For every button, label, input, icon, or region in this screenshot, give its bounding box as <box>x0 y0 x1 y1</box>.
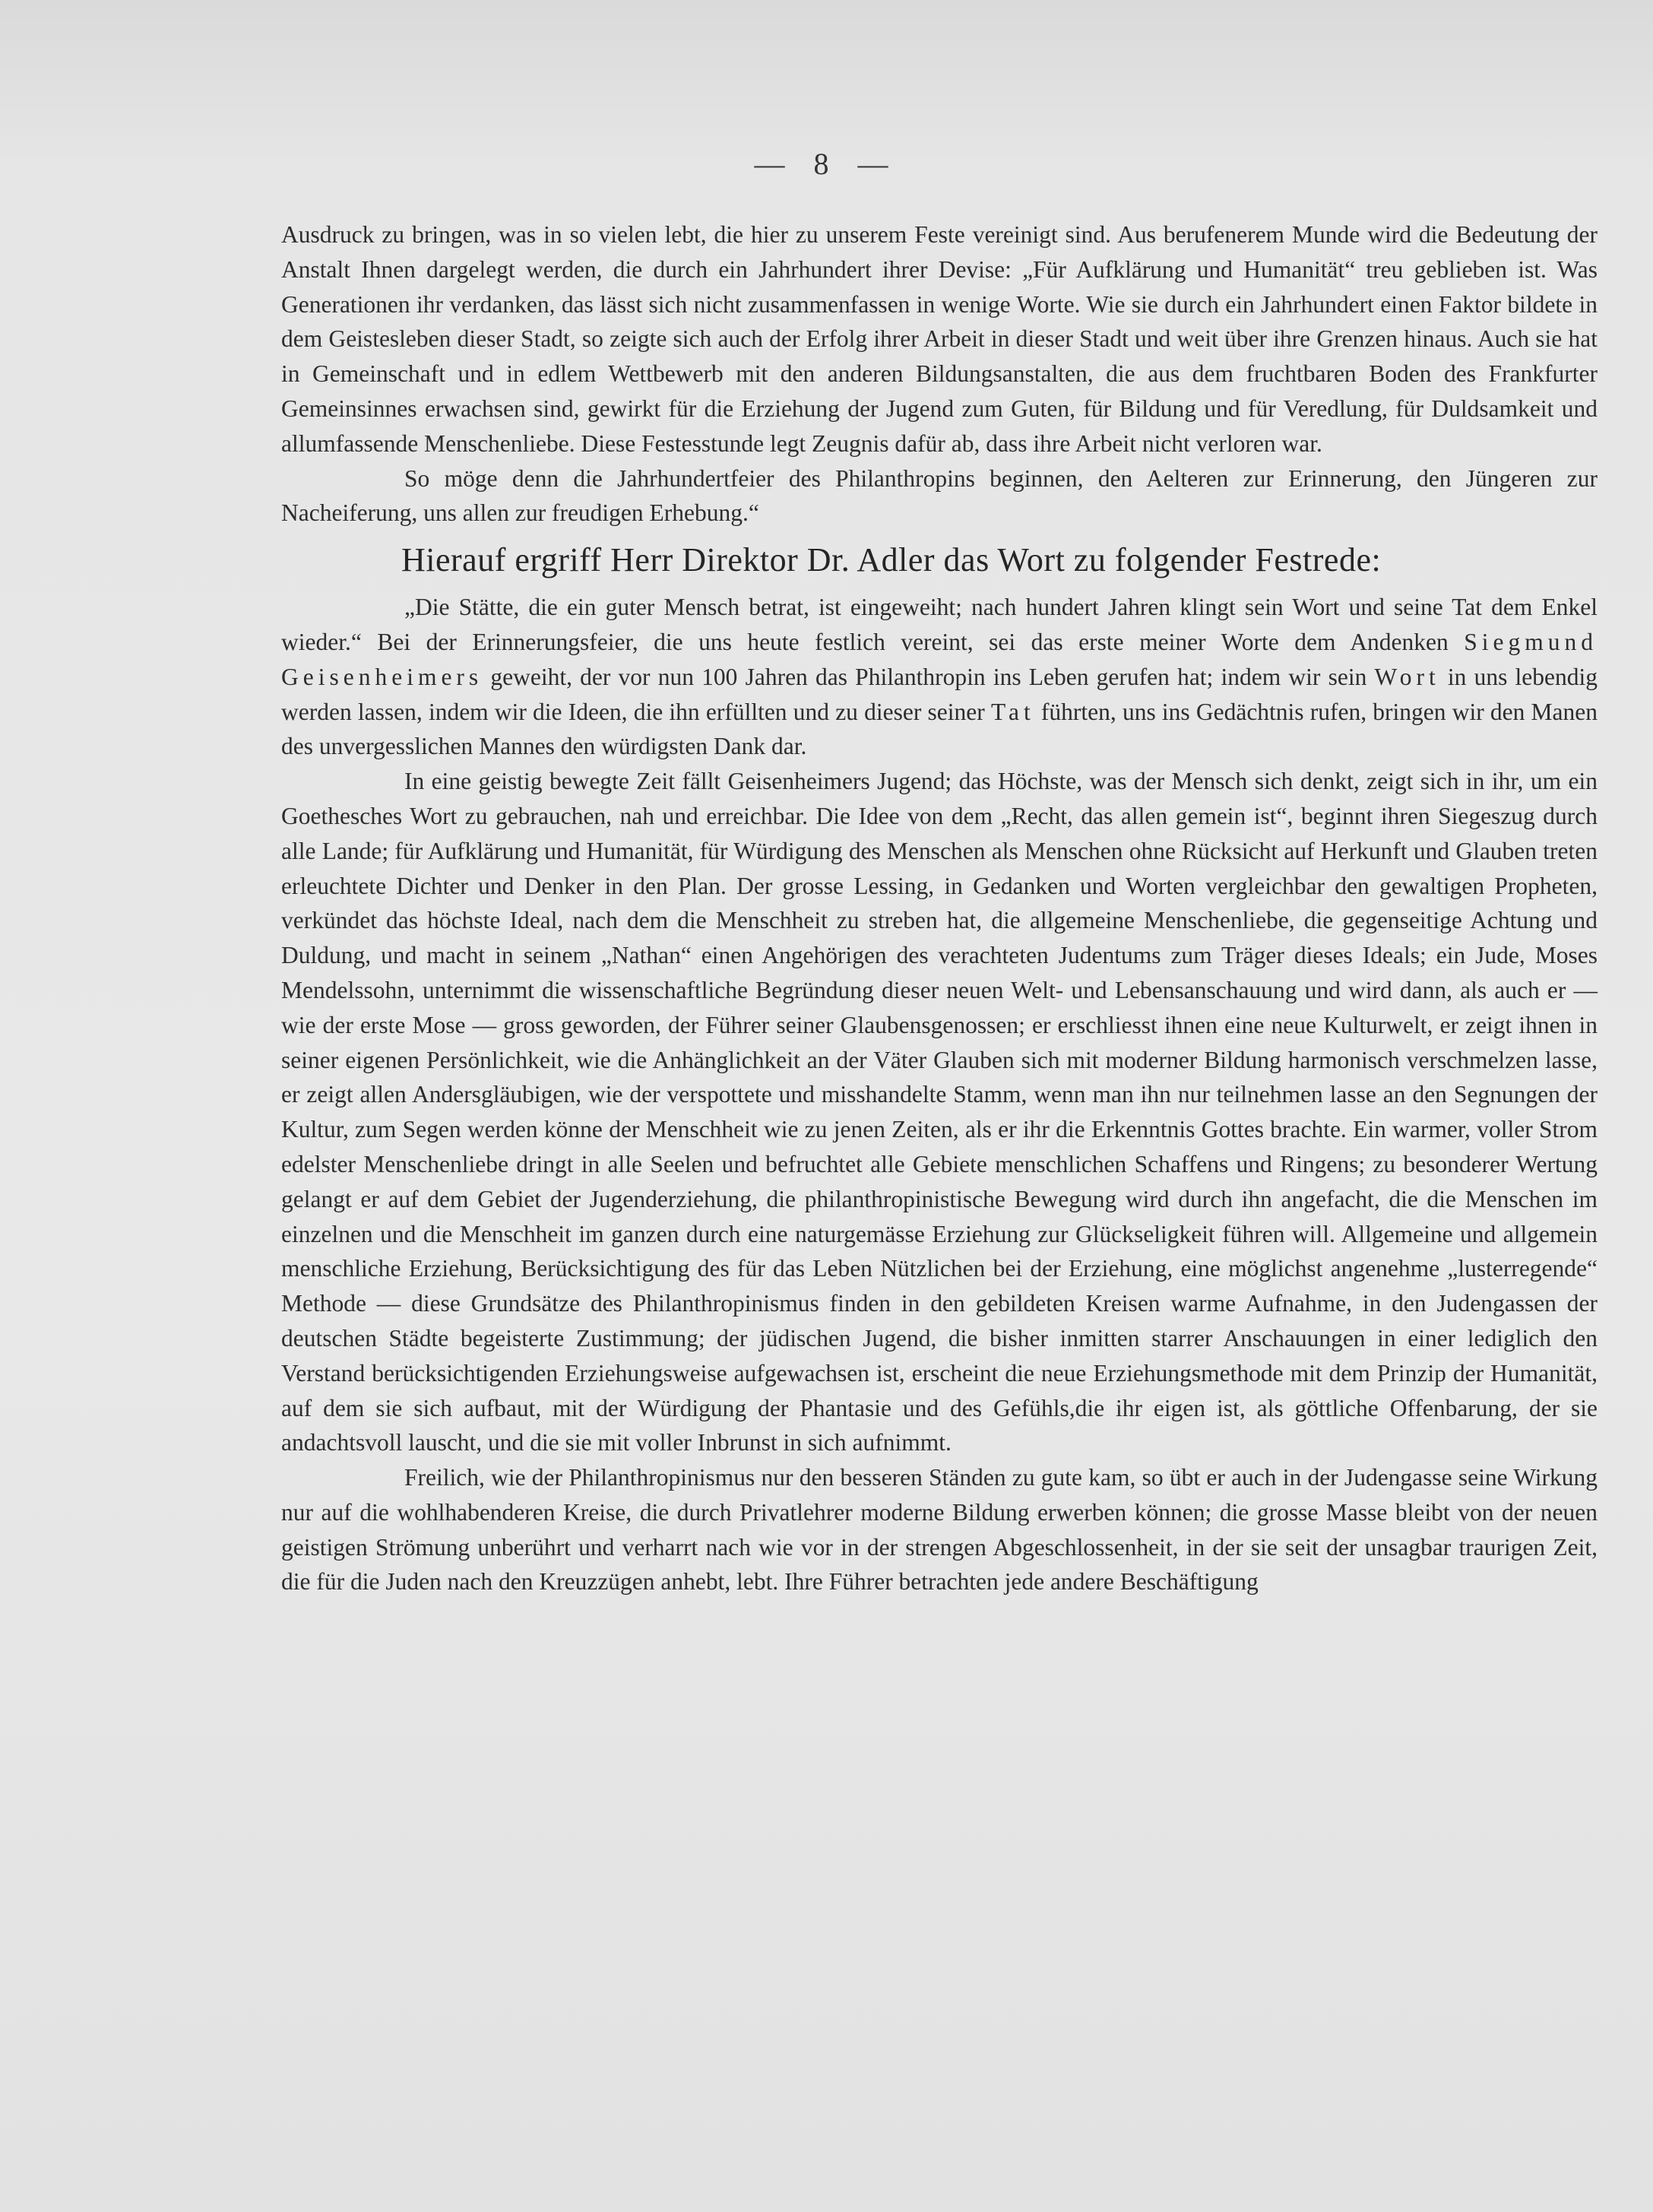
paragraph-speech-opening <box>281 590 1598 764</box>
paragraph-intro: Ausdruck zu bringen, was in so vielen lebt, die hier zu unserem Feste vereinigt sind. Aus berufenerem Munde wird die Bedeutung der Anstalt Ihnen dargelegt werden, die durch ein Jahrhundert ihrer Devise: „Für Aufklärung und Humanität“ treu geblieben ist. Was Generationen ihr verdanken, das lässt sich nicht zusammenfassen in wenige Worte. Wie sie durch ein Jahrhundert einen Faktor bildete in dem Geistesleben dieser Stadt, so zeigte sich auch der Erfolg ihrer Arbeit in dieser Stadt und weit über ihre Grenzen hinaus. Auch sie hat in Gemeinschaft und in edlem Wettbewerb mit den anderen Bildungsanstalten, die aus dem fruchtbaren Boden des Frankfurter Gemeinsinnes erwachsen sind, gewirkt für die Erziehung der Jugend zum Guten, für Bildung und für Veredlung, für Duldsamkeit und allumfassende Menschenliebe. Diese Festesstunde legt Zeugnis dafür ab, dass ihre Arbeit nicht verloren war. <box>281 221 1598 457</box>
speech-text-part-4: führten, uns ins Gedächtnis rufen, bringen wir den Manen des unvergesslichen Mannes den würdigsten Dank dar. <box>281 698 1598 760</box>
section-heading: Hierauf ergriff Herr Direktor Dr. Adler das Wort zu folgender Festrede: <box>401 541 1382 579</box>
paragraph-closing: So möge denn die Jahrhundertfeier des Philanthropins beginnen, den Aelteren zur Erinnerung, den Jüngeren zur Nacheiferung, uns allen zur freudigen Erhebung.“ <box>281 464 1598 527</box>
speech-text-part-3: in uns lebendig werden lassen, indem wir die Ideen, die ihn erfüllten und zu dieser seiner <box>281 663 1598 725</box>
page-number: — 8 — <box>754 147 899 181</box>
paragraph-philanthropinism: Freilich, wie der Philanthropinismus nur den besseren Ständen zu gute kam, so übt er auch in der Judengasse seine Wirkung nur auf die wohlhabenderen Kreise, die durch Privatlehrer moderne Bildung erwerben können; die grosse Masse bleibt von der neuen geistigen Strömung unberührt und verharrt nach wie vor in der strengen Abgeschlossenheit, in der sie seit der unsagbar traurigen Zeit, die für die Juden nach den Kreuzzügen anhebt, lebt. Ihre Führer betrachten jede andere Beschäftigung <box>281 1464 1598 1596</box>
spaced-word-wort: Wort <box>1374 663 1440 690</box>
speech-text-part-1: „Die Stätte, die ein guter Mensch betrat, ist eingeweiht; nach hundert Jahren klingt sein Wort und seine Tat dem Enkel wieder.“ Bei der Erinnerungsfeier, die uns heute festlich vereint, sei das erste meiner Worte dem Andenken <box>281 594 1598 655</box>
paragraph-enlightenment: In eine geistig bewegte Zeit fällt Geisenheimers Jugend; das Höchste, was der Mensch sich denkt, zeigt sich in ihr, um ein Goethesches Wort zu gebrauchen, nah und erreichbar. Die Idee von dem „Recht, das allen gemein ist“, beginnt ihren Siegeszug durch alle Lande; für Aufklärung und Humanität, für Würdigung des Menschen als Menschen ohne Rücksicht auf Herkunft und Glauben treten erleuchtete Dichter und Denker in den Plan. Der grosse Lessing, in Gedanken und Worten vergleichbar den gewaltigen Propheten, verkündet das höchste Ideal, nach dem die Menschheit zu streben hat, die allgemeine Menschenliebe, die gegenseitige Achtung und Duldung, und macht in seinem „Nathan“ einen Angehörigen des verachteten Judentums zum Träger dieses Ideals; ein Jude, Moses Mendelssohn, unternimmt die wissenschaftliche Begründung dieser neuen Welt- und Lebensanschauung und wird dann, als auch er — wie der erste Mose — gross geworden, der Führer seiner Glaubensgenossen; er erschliesst ihnen eine neue Kulturwelt, er zeigt ihnen in seiner eigenen Persönlichkeit, wie die Anhänglichkeit an der Väter Glauben sich mit moderner Bildung harmonisch verschmelzen lasse, er zeigt allen Andersgläubigen, wie der verspottete und misshandelte Stamm, wenn man ihn nur teilnehmen lasse an den Segnungen der Kultur, zum Segen werden könne der Menschheit wie zu jenen Zeiten, als er ihr die Erkenntnis Gottes brachte. Ein warmer, voller Strom edelster Menschenliebe dringt in alle Seelen und befruchtet alle Gebiete menschlichen Schaffens und Ringens; zu besonderer Wertung gelangt er auf dem Gebiet der Jugenderziehung, die philanthropinistische Bewegung wird durch ihn angefacht, die die Menschen im einzelnen und die Menschheit im ganzen durch eine naturgemässe Erziehung zur Glückseligkeit führen will. Allgemeine und allgemein menschliche Erziehung, Berücksichtigung des für das Leben Nützlichen bei der Erziehung, eine möglichst angenehme „lusterregende“ Methode — diese Grundsätze des Philanthropinismus finden in den gebildeten Kreisen warme Aufnahme, in den Judengassen der deutschen Städte begeisterte Zustimmung; der jüdischen Jugend, die bisher inmitten starrer Anschauungen in einer lediglich den Verstand berücksichtigenden Erziehungsweise aufgewachsen ist, erscheint die neue Erziehungsmethode mit dem Prinzip der Humanität, auf dem sie sich aufbaut, mit der Würdigung der Phantasie und des Gefühls,die ihr eigen ist, als göttliche Offenbarung, der sie andachtsvoll lauscht, und die sie mit voller Inbrunst in sich aufnimmt. <box>281 768 1598 1456</box>
body-text <box>281 217 1598 1599</box>
spaced-name: Siegmund Geisenheimers <box>281 628 1598 690</box>
spaced-word-tat: Tat <box>990 698 1035 725</box>
speech-text-part-2: geweiht, der vor nun 100 Jahren das Philanthropin ins Leben gerufen hat; indem wir sein <box>490 663 1367 690</box>
